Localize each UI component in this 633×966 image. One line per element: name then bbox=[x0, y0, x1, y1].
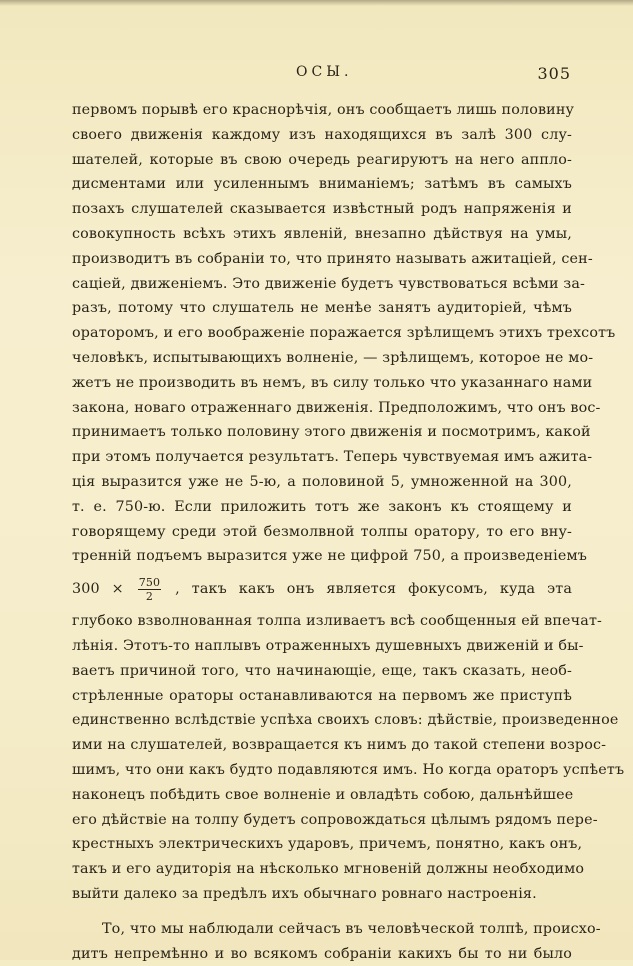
text-line: производитъ въ собраніи то, что принято называть ажитаціей, сен- bbox=[72, 247, 572, 272]
text-line: шимъ, что они какъ будто подавляются имъ. Но когда ораторъ успѣетъ bbox=[72, 758, 572, 783]
text-line: ція выразится уже не 5-ю, а половиной 5, умноженной на 300, bbox=[72, 470, 572, 495]
text-line: закона, новаго отраженнаго движенія. Предположимъ, что онъ вос- bbox=[72, 396, 572, 421]
text-line: саціей, движеніемъ. Это движеніе будетъ чувствоваться всѣми за- bbox=[72, 272, 572, 297]
text-line: ими на слушателей, возвращается къ нимъ до такой степени возрос- bbox=[72, 733, 572, 758]
page-number: 305 bbox=[537, 64, 571, 83]
text-line: выйти далеко за предѣлъ ихъ обычнаго ровнаго настроенія. bbox=[72, 882, 572, 907]
text-line: То, что мы наблюдали сейчасъ въ человѣческой толпѣ, происхо- bbox=[72, 917, 572, 942]
text-line: жетъ не производить въ немъ, въ силу только что указаннаго нами bbox=[72, 371, 572, 396]
text-line: дисментами или усиленнымъ вниманіемъ; затѣмъ въ самыхъ bbox=[72, 172, 572, 197]
text-line: т. е. 750-ю. Если приложить тотъ же законъ къ стоящему и bbox=[72, 495, 572, 520]
text-line: позахъ слушателей сказывается извѣстный родъ напряженія и bbox=[72, 197, 572, 222]
text-line: наконецъ побѣдить свое волненіе и овладѣть собою, дальнѣйшее bbox=[72, 783, 572, 808]
text-line: первомъ порывѣ его краснорѣчія, онъ сообщаетъ лишь половину bbox=[72, 98, 572, 123]
text-line: его дѣйствіе на толпу будетъ сопровождаться цѣлымъ рядомъ пере- bbox=[72, 808, 572, 833]
text-line: крестныхъ электрическихъ ударовъ, причемъ, понятно, какъ онъ, bbox=[72, 832, 572, 857]
text-line: совокупность всѣхъ этихъ явленій, внезапно дѣйствуя на умы, bbox=[72, 222, 572, 247]
text-line: стрѣленные ораторы останавливаются на первомъ же приступѣ bbox=[72, 684, 572, 709]
text-line: тренній подъемъ выразится уже не цифрой 750, а произведеніемъ bbox=[72, 544, 572, 569]
fraction bbox=[138, 576, 161, 603]
text-line: лѣнія. Этотъ-то наплывъ отраженныхъ душевныхъ движеній и бы- bbox=[72, 634, 572, 659]
page-edge-shadow bbox=[0, 0, 633, 6]
text-line: человѣкъ, испытывающихъ волненіе, — зрѣлищемъ, которое не мо- bbox=[72, 346, 572, 371]
running-title: ОСЫ. bbox=[296, 64, 352, 80]
text-line: своего движенія каждому изъ находящихся въ залѣ 300 слу- bbox=[72, 123, 572, 148]
formula-suffix: , такъ какъ онъ является фокусомъ, куда эта bbox=[175, 581, 572, 597]
text-line: говорящему среди этой безмолвной толпы оратору, то его вну- bbox=[72, 520, 572, 545]
text-line: разъ, потому что слушатель не менѣе занятъ аудиторіей, чѣмъ bbox=[72, 296, 572, 321]
text-line: такъ и его аудиторія на нѣсколько мгновеній должны необходимо bbox=[72, 857, 572, 882]
formula-line bbox=[72, 571, 572, 607]
running-head bbox=[0, 64, 633, 86]
text-line: шателей, которые въ свою очередь реагируютъ на него апплo- bbox=[72, 148, 572, 173]
fraction-denominator: 2 bbox=[138, 590, 161, 603]
text-line: при этомъ получается результатъ. Теперь чувствуемая имъ ажита- bbox=[72, 445, 572, 470]
formula-prefix: 300 × bbox=[72, 581, 124, 597]
text-line: дитъ непремѣнно и во всякомъ собраніи какихъ бы то ни было bbox=[72, 942, 572, 966]
text-line: принимаетъ только половину этого движенія и посмотримъ, какой bbox=[72, 420, 572, 445]
paragraph-gap bbox=[72, 907, 572, 917]
fraction-numerator: 750 bbox=[138, 576, 161, 590]
body-text bbox=[72, 98, 572, 966]
text-line: ваетъ причиной того, что начинающіе, еще, такъ сказать, необ- bbox=[72, 659, 572, 684]
text-line: глубоко взволнованная толпа изливаетъ всѣ сообщенныя ей впечат- bbox=[72, 609, 572, 634]
text-line: ораторомъ, и его воображеніе поражается зрѣлищемъ этихъ трехсотъ bbox=[72, 321, 572, 346]
text-line: единственно вслѣдствіе успѣха своихъ словъ: дѣйствіе, произведенное bbox=[72, 708, 572, 733]
